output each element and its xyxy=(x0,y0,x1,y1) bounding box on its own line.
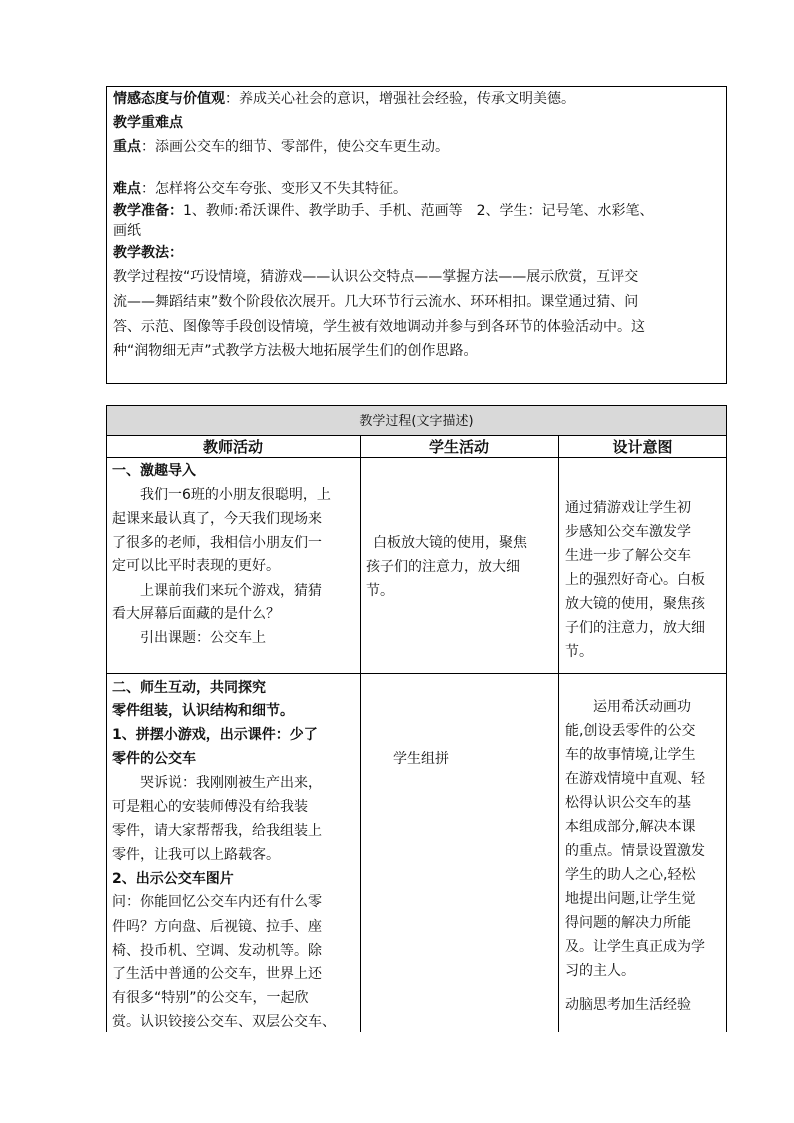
row1-student-line-3: 节。 xyxy=(366,583,394,599)
methods-para-line-2: 流——舞蹈结束”数个阶段依次展开。几大环节行云流水、环环相扣。课堂通过猜、问 xyxy=(113,294,639,310)
row2-teacher-line-a2: 可是粗心的安装师傅没有给我装 xyxy=(112,799,308,815)
row2-intent-line-10: 得问题的解决力所能 xyxy=(565,915,691,931)
preparation-row xyxy=(113,200,654,222)
col-divider-1 xyxy=(360,435,361,1032)
row2-teacher-heading-5: 2、出示公交车图片 xyxy=(112,871,234,887)
row2-intent-line-5: 松得认识公交车的基 xyxy=(565,795,691,811)
row2-intent-line-7: 的重点。情景设置激发 xyxy=(565,843,705,859)
row2-intent-line-9: 地提出问题,让学生觉 xyxy=(565,891,696,907)
methods-heading: 教学教法： xyxy=(113,245,183,261)
row1-student-line-1: 白板放大镜的使用，聚焦 xyxy=(373,535,527,551)
difficulty-label: 难点 xyxy=(113,181,141,197)
row2-teacher-heading-3: 1、拼摆小游戏，出示课件：少了 xyxy=(112,727,318,743)
row2-intent-line-8: 学生的助人之心,轻松 xyxy=(565,867,696,883)
row1-teacher-heading: 一、激趣导入 xyxy=(112,463,196,479)
row1-intent-line-2: 步感知公交车激发学 xyxy=(565,524,691,540)
difficulty-text: ：怎样将公交车夸张、变形又不失其特征。 xyxy=(141,181,407,197)
row2-teacher-line-a1: 哭诉说：我刚刚被生产出来， xyxy=(112,775,322,791)
row2-teacher-heading-1: 二、师生互动，共同探究 xyxy=(112,680,266,696)
values-label: 情感态度与价值观 xyxy=(113,91,225,107)
header-student: 学生活动 xyxy=(428,438,489,456)
row2-teacher-line-b2: 件吗？方向盘、后视镜、拉手、座 xyxy=(112,919,322,935)
row2-teacher-line-a4: 零件，让我可以上路载客。 xyxy=(112,847,280,863)
row1-teacher-line-4: 定可以比平时表现的更好。 xyxy=(112,558,280,574)
row2-teacher-heading-2: 零件组装，认识结构和细节。 xyxy=(112,703,294,719)
row2-intent-line-6: 本组成部分,解决本课 xyxy=(565,819,696,835)
row1-teacher-line-6: 看大屏幕后面藏的是什么？ xyxy=(112,606,280,622)
focus-row xyxy=(113,136,449,158)
header-intent: 设计意图 xyxy=(612,438,673,456)
row1-intent-line-3: 生进一步了解公交车 xyxy=(565,548,691,564)
row2-teacher-line-a3: 零件，请大家帮帮我，给我组装上 xyxy=(112,823,322,839)
row1-intent-line-7: 节。 xyxy=(565,644,593,660)
row2-intent-line-1: 运用希沃动画功 xyxy=(565,699,691,715)
values-text: ：养成关心社会的意识，增强社会经验，传承文明美德。 xyxy=(225,91,575,107)
header-divider xyxy=(106,457,727,458)
focus-text: ：添画公交车的细节、零部件，使公交车更生动。 xyxy=(141,139,449,155)
values-row xyxy=(113,88,575,110)
preparation-row-cont: 画纸 xyxy=(113,223,141,239)
row1-student-line-2: 孩子们的注意力，放大细 xyxy=(366,559,520,575)
methods-para-line-3: 答、示范、图像等手段创设情境，学生被有效地调动并参与到各环节的体验活动中。这 xyxy=(113,319,645,335)
row2-teacher-line-b5: 有很多“特别”的公交车，一起欣 xyxy=(112,990,309,1006)
row-divider xyxy=(106,673,727,674)
row2-intent-line-3: 车的故事情境,让学生 xyxy=(565,747,696,763)
row1-intent-line-6: 子们的注意力，放大细 xyxy=(565,620,705,636)
methods-para-line-1: 教学过程按“巧设情境，猜游戏——认识公交特点——掌握方法——展示欣赏，互评交 xyxy=(113,269,639,285)
row1-teacher-line-1: 我们一6班的小朋友很聪明，上 xyxy=(112,487,331,503)
row2-teacher-line-b6: 赏。认识铰接公交车、双层公交车、 xyxy=(112,1014,336,1030)
row1-teacher-line-7: 引出课题：公交车上 xyxy=(112,630,266,646)
row2-intent-extra: 动脑思考加生活经验 xyxy=(565,997,691,1013)
key-points-heading: 教学重难点 xyxy=(113,115,183,131)
row1-teacher-line-3: 了很多的老师，我相信小朋友们一 xyxy=(112,535,322,551)
row2-intent-line-2: 能,创设丢零件的公交 xyxy=(565,723,696,739)
row1-teacher-line-2: 起课来最认真了，今天我们现场来 xyxy=(112,511,322,527)
row1-intent-line-1: 通过猜游戏让学生初 xyxy=(565,500,691,516)
row2-intent-line-11: 及。让学生真正成为学 xyxy=(565,939,705,955)
row1-teacher-line-5: 上课前我们来玩个游戏，猜猜 xyxy=(112,583,322,599)
row2-teacher-line-b1: 问：你能回忆公交车内还有什么零 xyxy=(112,894,322,910)
row2-teacher-line-b4: 了生活中普通的公交车，世界上还 xyxy=(112,966,322,982)
row2-intent-line-4: 在游戏情境中直观、轻 xyxy=(565,771,705,787)
row2-student-text: 学生组拼 xyxy=(393,751,449,767)
preparation-text: 1、教师:希沃课件、教学助手、手机、范画等 2、学生：记号笔、水彩笔、 xyxy=(183,203,654,219)
col-divider-2 xyxy=(558,435,559,1032)
methods-para-line-4: 种“润物细无声”式教学方法极大地拓展学生们的创作思路。 xyxy=(113,343,478,359)
row2-intent-line-12: 习的主人。 xyxy=(565,963,635,979)
focus-label: 重点 xyxy=(113,139,141,155)
row1-intent-line-4: 上的强烈好奇心。白板 xyxy=(565,572,705,588)
row1-intent-line-5: 放大镜的使用，聚焦孩 xyxy=(565,596,705,612)
process-table-title: 教学过程(文字描述) xyxy=(359,414,474,429)
row2-teacher-line-b3: 椅、投币机、空调、发动机等。除 xyxy=(112,943,322,959)
header-teacher: 教师活动 xyxy=(202,438,263,456)
difficulty-row xyxy=(113,178,407,200)
preparation-label: 教学准备： xyxy=(113,203,183,219)
row2-teacher-heading-4: 零件的公交车 xyxy=(112,751,196,767)
